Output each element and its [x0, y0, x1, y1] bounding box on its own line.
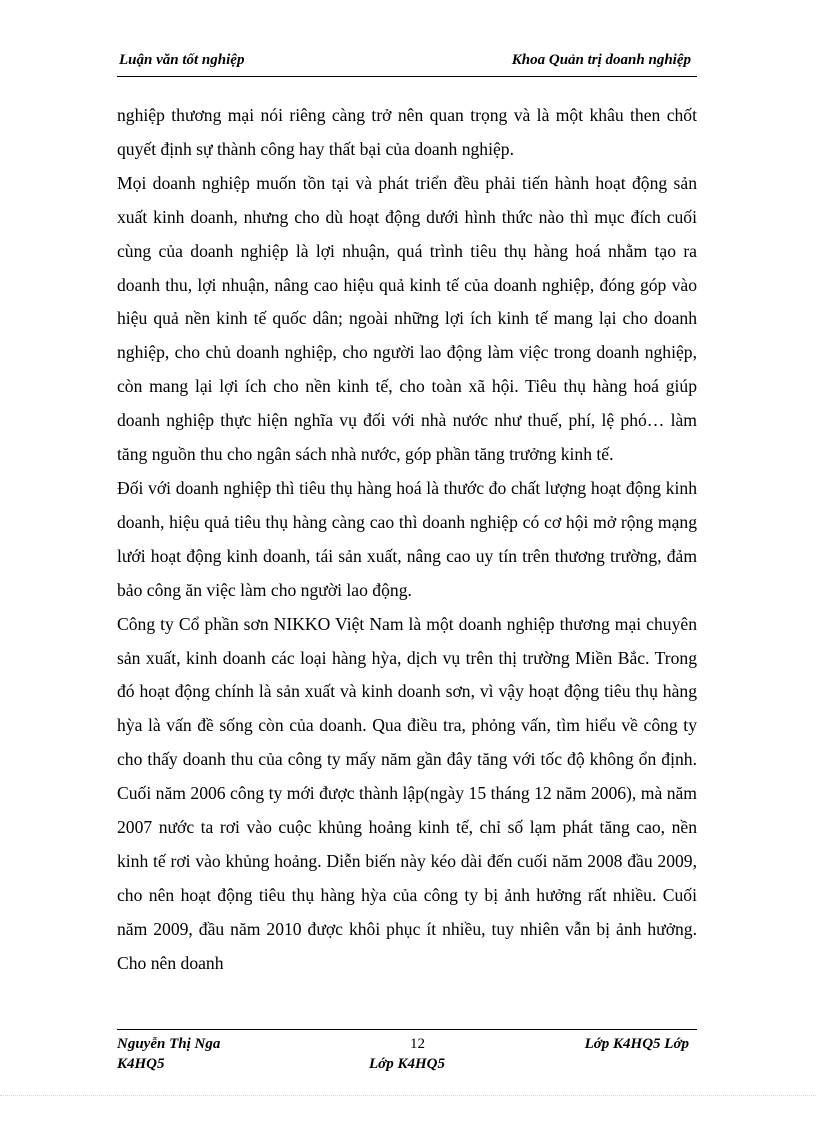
- page-footer: [117, 1034, 697, 1074]
- footer-author-continued: K4HQ5: [117, 1056, 165, 1072]
- header-faculty: Khoa Quản trị doanh nghiệp: [511, 52, 691, 68]
- page-number: 12: [410, 1036, 425, 1052]
- header-thesis-title: Luận văn tốt nghiệp: [119, 52, 245, 68]
- document-body: [117, 99, 697, 981]
- paragraph-4: Công ty Cổ phần sơn NIKKO Việt Nam là một doanh nghiệp thương mại chuyên sản xuất, kinh doanh các loại hàng hỳa, dịch vụ trên thị trường Miền Bắc. Trong đó hoạt động chính là sản xuất và kinh doanh sơn, vì vậy hoạt động tiêu thụ hàng hỳa là vấn đề sống còn của doanh. Qua điều tra, phỏng vấn, tìm hiểu về công ty cho thấy doanh thu của công ty mấy năm gần đây tăng với tốc độ không ổn định. Cuối năm 2006 công ty mới được thành lập(ngày 15 tháng 12 năm 2006), mà năm 2007 nước ta rơi vào cuộc khủng hoảng kinh tế, chỉ số lạm phát tăng cao, nền kinh tế rơi vào khủng hoảng. Diễn biến này kéo dài đến cuối năm 2008 đầu 2009, cho nên hoạt động tiêu thụ hàng hỳa của công ty bị ảnh hưởng rất nhiều. Cuối năm 2009, đầu năm 2010 được khôi phục ít nhiều, tuy nhiên vẫn bị ảnh hưởng. Cho nên doanh: [117, 613, 697, 973]
- footer-class-center: Lớp K4HQ5: [369, 1056, 445, 1072]
- footer-divider: [117, 1029, 697, 1030]
- footer-class-right: Lớp K4HQ5 Lớp: [584, 1036, 689, 1052]
- page-header: [117, 50, 697, 77]
- paragraph-2: Mọi doanh nghiệp muốn tồn tại và phát triển đều phải tiến hành hoạt động sản xuất kinh doanh, nhưng cho dù hoạt động dưới hình thức nào thì mục đích cuối cùng của doanh nghiệp là lợi nhuận, quá trình tiêu thụ hàng hoá nhằm tạo ra doanh thu, lợi nhuận, nâng cao hiệu quả kinh tế của doanh nghiệp, đóng góp vào hiệu quả nền kinh tế quốc dân; ngoài những lợi ích kinh tế mang lại cho doanh nghiệp, cho chủ doanh nghiệp, cho người lao động làm việc trong doanh nghiệp, còn mang lại lợi ích cho nền kinh tế, cho toàn xã hội. Tiêu thụ hàng hoá giúp doanh nghiệp thực hiện nghĩa vụ đối với nhà nước như thuế, phí, lệ phó… làm tăng nguồn thu cho ngân sách nhà nước, góp phần tăng trưởng kinh tế.: [117, 172, 697, 465]
- paragraph-1: nghiệp thương mại nói riêng càng trở nên quan trọng và là một khâu then chốt quyết định sự thành công hay thất bại của doanh nghiệp.: [117, 105, 697, 159]
- footer-author: Nguyễn Thị Nga: [117, 1036, 221, 1052]
- paragraph-3: Đối với doanh nghiệp thì tiêu thụ hàng hoá là thước đo chất lượng hoạt động kinh doanh, hiệu quả tiêu thụ hàng càng cao thì doanh nghiệp có cơ hội mở rộng mạng lưới hoạt động kinh doanh, tái sản xuất, nâng cao uy tín trên thương trường, đảm bảo công ăn việc làm cho người lao động.: [117, 477, 697, 600]
- page-bottom-border: [0, 1095, 816, 1096]
